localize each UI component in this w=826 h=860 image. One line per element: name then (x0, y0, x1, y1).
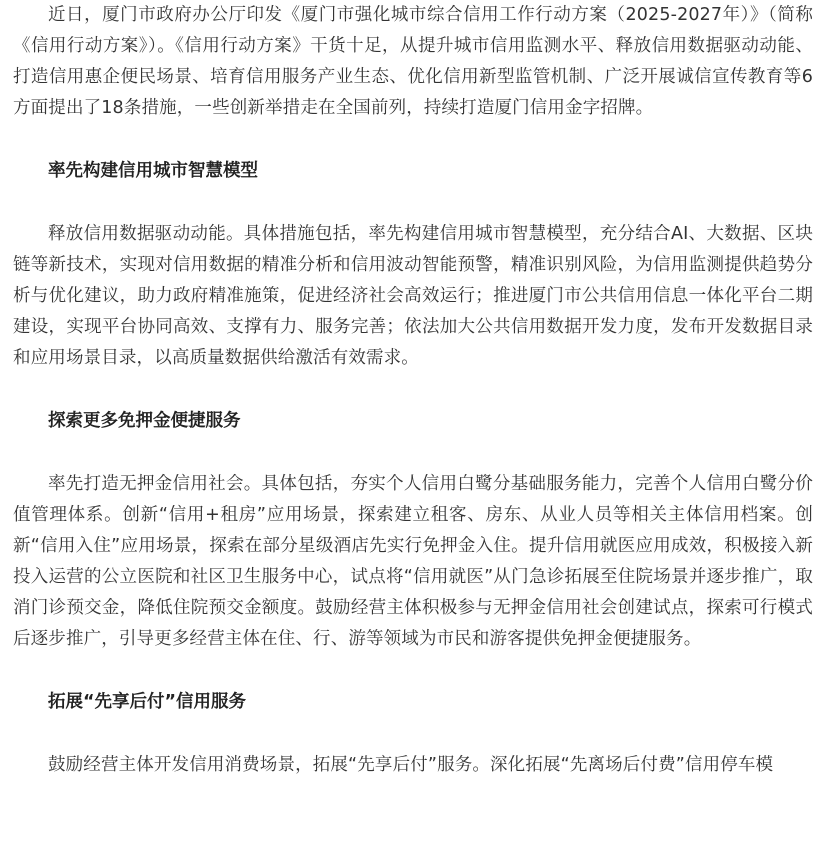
section-heading-deposit-free: 探索更多免押金便捷服务 (48, 411, 241, 431)
section-heading-pay-later: 拓展“先享后付”信用服务 (48, 692, 247, 712)
article (13, 0, 813, 781)
section-heading-smart-model: 率先构建信用城市智慧模型 (48, 161, 258, 181)
intro-paragraph: 近日，厦门市政府办公厅印发《厦门市强化城市综合信用工作行动方案（2025-2027年）》（简称《信用行动方案》）。《信用行动方案》干货十足，从提升城市信用监测水平、释放信用数据驱动动能、打造信用惠企便民场景、培育信用服务产业生态、优化信用新型监管机制、广泛开展诚信宣传教育等6方面提出了18条措施，一些创新举措走在全国前列，持续打造厦门信用金字招牌。 (13, 5, 813, 118)
section-body-pay-later: 鼓励经营主体开发信用消费场景，拓展“先享后付”服务。深化拓展“先离场后付费”信用停车模 (48, 755, 774, 775)
section-body-smart-model: 释放信用数据驱动动能。具体措施包括，率先构建信用城市智慧模型，充分结合AI、大数据、区块链等新技术，实现对信用数据的精准分析和信用波动智能预警，精准识别风险，为信用监测提供趋势分析与优化建议，助力政府精准施策，促进经济社会高效运行；推进厦门市公共信用信息一体化平台二期建设，实现平台协同高效、支撑有力、服务完善；依法加大公共信用数据开发力度，发布开发数据目录和应用场景目录，以高质量数据供给激活有效需求。 (13, 224, 813, 368)
section-body-deposit-free: 率先打造无押金信用社会。具体包括，夯实个人信用白鹭分基础服务能力，完善个人信用白鹭分价值管理体系。创新“信用+租房”应用场景，探索建立租客、房东、从业人员等相关主体信用档案。创新“信用入住”应用场景，探索在部分星级酒店先实行免押金入住。提升信用就医应用成效，积极接入新投入运营的公立医院和社区卫生服务中心，试点将“信用就医”从门急诊拓展至住院场景并逐步推广，取消门诊预交金，降低住院预交金额度。鼓励经营主体积极参与无押金信用社会创建试点，探索可行模式后逐步推广，引导更多经营主体在住、行、游等领域为市民和游客提供免押金便捷服务。 (13, 474, 813, 649)
